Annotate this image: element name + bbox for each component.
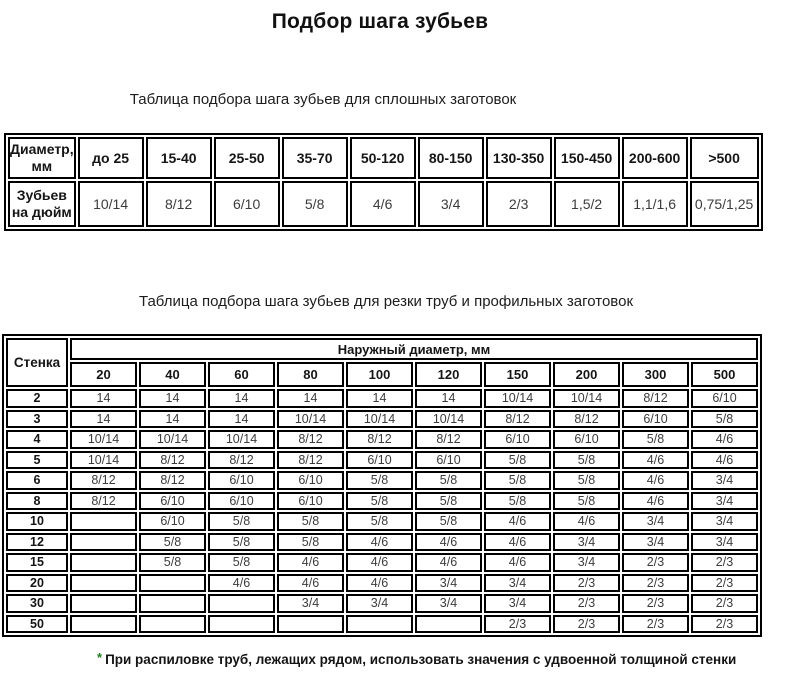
- data-cell: 3/4: [691, 492, 758, 511]
- data-cell: 10/14: [346, 410, 413, 429]
- table1-col-header: 15-40: [146, 137, 212, 179]
- data-cell: 4/6: [691, 451, 758, 470]
- table1-col-header: 35-70: [282, 137, 348, 179]
- data-cell: 5/8: [346, 492, 413, 511]
- data-cell: 5/8: [484, 492, 551, 511]
- data-cell: 4/6: [691, 430, 758, 449]
- data-cell: 10/14: [277, 410, 344, 429]
- data-cell: 8/12: [70, 471, 137, 490]
- row-header: 5: [6, 451, 68, 470]
- table2-col-header: 60: [208, 362, 275, 387]
- data-cell: [70, 594, 137, 613]
- data-cell: [139, 594, 206, 613]
- data-cell: 10/14: [70, 451, 137, 470]
- data-cell: 8/12: [415, 430, 482, 449]
- table1-col-header: 150-450: [554, 137, 620, 179]
- data-cell: 5/8: [415, 512, 482, 531]
- data-cell: [70, 533, 137, 552]
- data-cell: [70, 512, 137, 531]
- data-cell: 6/10: [622, 410, 689, 429]
- data-cell: 6/10: [484, 430, 551, 449]
- data-cell: 5/8: [208, 533, 275, 552]
- data-cell: [139, 615, 206, 634]
- data-cell: 4/6: [346, 574, 413, 593]
- table2-col-header: 500: [691, 362, 758, 387]
- row-header: 2: [6, 389, 68, 408]
- data-cell: 6/10: [139, 492, 206, 511]
- table2-col-header: 40: [139, 362, 206, 387]
- data-cell: 4/6: [346, 553, 413, 572]
- data-cell: 8/12: [146, 181, 212, 227]
- data-cell: 2/3: [553, 594, 620, 613]
- data-cell: [346, 615, 413, 634]
- data-cell: 1,1/1,6: [622, 181, 688, 227]
- data-cell: 5/8: [553, 451, 620, 470]
- row-header: 4: [6, 430, 68, 449]
- data-cell: 4/6: [553, 512, 620, 531]
- table-row: [6, 410, 758, 429]
- table2-col-header: 20: [70, 362, 137, 387]
- data-cell: 10/14: [139, 430, 206, 449]
- table1-corner-header: Диаметр, мм: [8, 137, 76, 179]
- data-cell: 4/6: [277, 553, 344, 572]
- table2-col-header: 200: [553, 362, 620, 387]
- data-cell: 2/3: [486, 181, 552, 227]
- table2-col-header: 120: [415, 362, 482, 387]
- data-cell: 8/12: [346, 430, 413, 449]
- data-cell: 8/12: [139, 451, 206, 470]
- data-cell: [70, 615, 137, 634]
- data-cell: 10/14: [78, 181, 144, 227]
- data-cell: 14: [415, 389, 482, 408]
- data-cell: 2/3: [691, 594, 758, 613]
- data-cell: 4/6: [484, 533, 551, 552]
- data-cell: 2/3: [691, 553, 758, 572]
- data-cell: 14: [277, 389, 344, 408]
- data-cell: 2/3: [553, 574, 620, 593]
- table2-subtitle: Таблица подбора шага зубьев для резки труб и профильных заготовок: [138, 293, 634, 310]
- table2-col-header: 150: [484, 362, 551, 387]
- table2-span-header: Наружный диаметр, мм: [70, 338, 758, 360]
- table1-col-header: до 25: [78, 137, 144, 179]
- data-cell: 6/10: [139, 512, 206, 531]
- table1-col-header: >500: [690, 137, 759, 179]
- data-cell: 2/3: [484, 615, 551, 634]
- table-row: [6, 615, 758, 634]
- data-cell: 2/3: [622, 615, 689, 634]
- table2-corner-header: Стенка: [6, 338, 68, 387]
- data-cell: 1,5/2: [554, 181, 620, 227]
- data-cell: 14: [346, 389, 413, 408]
- solid-workpiece-table: [4, 133, 763, 231]
- data-cell: [70, 553, 137, 572]
- data-cell: 8/12: [553, 410, 620, 429]
- table2-header-row-2: [6, 362, 758, 387]
- table-row: [6, 471, 758, 490]
- data-cell: 4/6: [208, 574, 275, 593]
- data-cell: 14: [70, 389, 137, 408]
- table-row: [6, 553, 758, 572]
- table2-col-header: 80: [277, 362, 344, 387]
- data-cell: 6/10: [415, 451, 482, 470]
- table1-col-header: 25-50: [214, 137, 280, 179]
- data-cell: 2/3: [553, 615, 620, 634]
- row-header: 10: [6, 512, 68, 531]
- data-cell: 4/6: [346, 533, 413, 552]
- data-cell: 10/14: [70, 430, 137, 449]
- data-cell: 3/4: [277, 594, 344, 613]
- data-cell: 14: [208, 389, 275, 408]
- footnote-text: При распиловке труб, лежащих рядом, использовать значения с удвоенной толщиной стенки: [105, 652, 737, 667]
- data-cell: 14: [208, 410, 275, 429]
- table-row: [6, 512, 758, 531]
- data-cell: 10/14: [553, 389, 620, 408]
- table1-value-row: [8, 181, 759, 227]
- data-cell: 5/8: [346, 471, 413, 490]
- data-cell: 8/12: [70, 492, 137, 511]
- row-header: 30: [6, 594, 68, 613]
- table1-col-header: 130-350: [486, 137, 552, 179]
- data-cell: 14: [139, 389, 206, 408]
- data-cell: 3/4: [484, 594, 551, 613]
- data-cell: 8/12: [277, 430, 344, 449]
- row-header: 6: [6, 471, 68, 490]
- table1-subtitle: Таблица подбора шага зубьев для сплошных заготовок: [129, 91, 517, 108]
- data-cell: 10/14: [484, 389, 551, 408]
- footnote-asterisk: *: [97, 650, 103, 665]
- data-cell: 5/8: [139, 553, 206, 572]
- data-cell: 14: [70, 410, 137, 429]
- data-cell: 3/4: [418, 181, 484, 227]
- data-cell: 6/10: [346, 451, 413, 470]
- data-cell: 3/4: [415, 594, 482, 613]
- data-cell: 8/12: [622, 389, 689, 408]
- row-header: 20: [6, 574, 68, 593]
- row-header: 8: [6, 492, 68, 511]
- data-cell: 3/4: [691, 512, 758, 531]
- data-cell: 4/6: [484, 512, 551, 531]
- table2-header-row-1: [6, 338, 758, 360]
- data-cell: 4/6: [350, 181, 416, 227]
- data-cell: 5/8: [208, 512, 275, 531]
- data-cell: 2/3: [691, 574, 758, 593]
- table-row: [6, 430, 758, 449]
- data-cell: [70, 574, 137, 593]
- data-cell: 8/12: [139, 471, 206, 490]
- row-header: 12: [6, 533, 68, 552]
- data-cell: [139, 574, 206, 593]
- data-cell: 5/8: [484, 471, 551, 490]
- row-header: 15: [6, 553, 68, 572]
- data-cell: 3/4: [622, 512, 689, 531]
- table-row: [6, 389, 758, 408]
- table1-col-header: 80-150: [418, 137, 484, 179]
- data-cell: 6/10: [277, 471, 344, 490]
- data-cell: 4/6: [622, 492, 689, 511]
- data-cell: 5/8: [346, 512, 413, 531]
- page-title: Подбор шага зубьев: [271, 10, 489, 33]
- data-cell: 4/6: [622, 471, 689, 490]
- data-cell: 2/3: [691, 615, 758, 634]
- data-cell: [208, 594, 275, 613]
- data-cell: 5/8: [553, 471, 620, 490]
- data-cell: 5/8: [415, 492, 482, 511]
- data-cell: 6/10: [553, 430, 620, 449]
- data-cell: 4/6: [277, 574, 344, 593]
- data-cell: 3/4: [553, 533, 620, 552]
- data-cell: 2/3: [622, 553, 689, 572]
- data-cell: [277, 615, 344, 634]
- table-row: [6, 451, 758, 470]
- pipe-profile-table: [2, 334, 762, 637]
- data-cell: 6/10: [277, 492, 344, 511]
- data-cell: 5/8: [691, 410, 758, 429]
- data-cell: 5/8: [415, 471, 482, 490]
- table1-col-header: 200-600: [622, 137, 688, 179]
- data-cell: 3/4: [691, 471, 758, 490]
- data-cell: 5/8: [553, 492, 620, 511]
- data-cell: 2/3: [622, 594, 689, 613]
- data-cell: 6/10: [214, 181, 280, 227]
- data-cell: 3/4: [691, 533, 758, 552]
- data-cell: 4/6: [622, 451, 689, 470]
- data-cell: 8/12: [208, 451, 275, 470]
- data-cell: 5/8: [277, 512, 344, 531]
- table2-col-header: 300: [622, 362, 689, 387]
- data-cell: 3/4: [484, 574, 551, 593]
- table-row: [6, 492, 758, 511]
- data-cell: 2/3: [622, 574, 689, 593]
- data-cell: 5/8: [484, 451, 551, 470]
- data-cell: 6/10: [691, 389, 758, 408]
- table-row: [6, 533, 758, 552]
- data-cell: [208, 615, 275, 634]
- table1-row-header: Зубьев на дюйм: [8, 181, 76, 227]
- data-cell: 3/4: [415, 574, 482, 593]
- data-cell: 6/10: [208, 492, 275, 511]
- table-row: [6, 574, 758, 593]
- data-cell: 3/4: [553, 553, 620, 572]
- data-cell: 14: [139, 410, 206, 429]
- data-cell: 5/8: [622, 430, 689, 449]
- table1-header-row: [8, 137, 759, 179]
- data-cell: 4/6: [415, 533, 482, 552]
- data-cell: 10/14: [415, 410, 482, 429]
- data-cell: [415, 615, 482, 634]
- data-cell: 4/6: [415, 553, 482, 572]
- data-cell: 0,75/1,25: [690, 181, 759, 227]
- footnote: [97, 650, 736, 667]
- data-cell: 5/8: [208, 553, 275, 572]
- data-cell: 8/12: [277, 451, 344, 470]
- table1-col-header: 50-120: [350, 137, 416, 179]
- data-cell: 8/12: [484, 410, 551, 429]
- data-cell: 6/10: [208, 471, 275, 490]
- data-cell: 3/4: [346, 594, 413, 613]
- data-cell: 5/8: [139, 533, 206, 552]
- data-cell: 5/8: [282, 181, 348, 227]
- row-header: 3: [6, 410, 68, 429]
- data-cell: 10/14: [208, 430, 275, 449]
- row-header: 50: [6, 615, 68, 634]
- table2-col-header: 100: [346, 362, 413, 387]
- table-row: [6, 594, 758, 613]
- data-cell: 4/6: [484, 553, 551, 572]
- data-cell: 3/4: [622, 533, 689, 552]
- data-cell: 5/8: [277, 533, 344, 552]
